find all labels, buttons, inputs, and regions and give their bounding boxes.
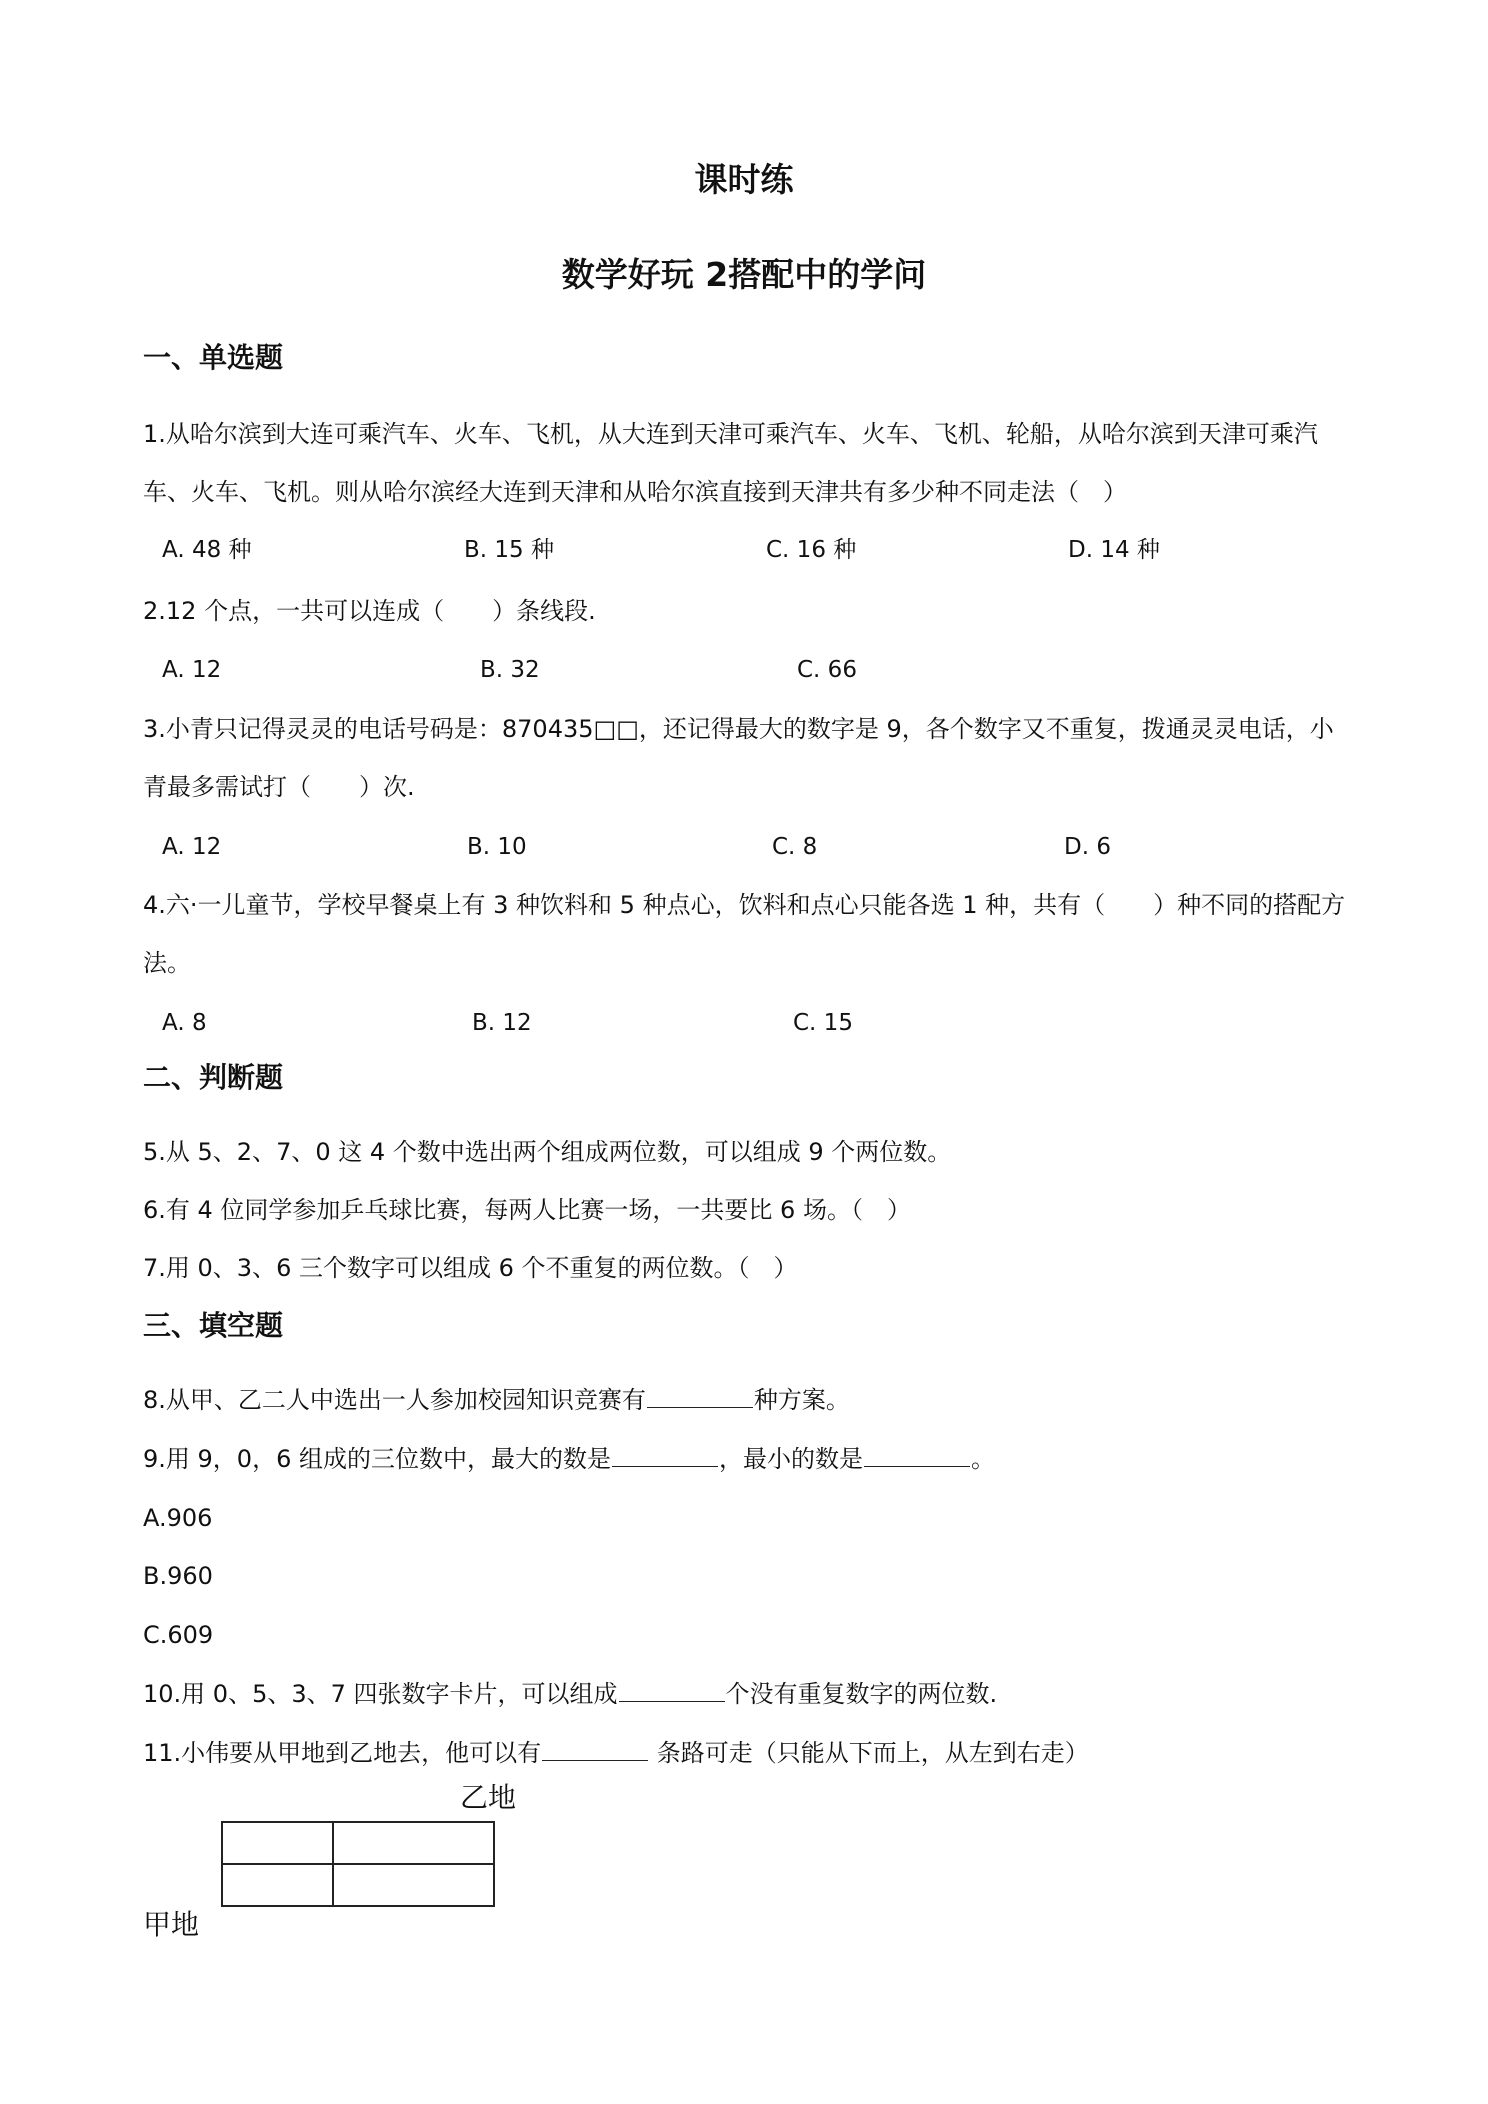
- answer-blank-largest[interactable]: [612, 1444, 718, 1467]
- question-10: [143, 1678, 997, 1710]
- question-1: 1.从哈尔滨到大连可乘汽车、火车、飞机，从大连到天津可乘汽车、火车、飞机、轮船，从哈尔滨到天津可乘汽车、火车、飞机。则从哈尔滨经大连到天津和从哈尔滨直接到天津共有多少种不同走法（ ）: [143, 420, 1318, 506]
- question-8: [143, 1384, 850, 1416]
- question-3: 3.小青只记得灵灵的电话号码是：870435□□，还记得最大的数字是 9，各个数字又不重复，拨通灵灵电话，小青最多需试打（ ）次.: [143, 715, 1334, 801]
- question-10-text-end: 个没有重复数字的两位数.: [725, 1680, 998, 1708]
- q3-option-b: B. 10: [467, 834, 527, 860]
- answer-blank[interactable]: [619, 1679, 725, 1702]
- page-subtitle: 数学好玩 2搭配中的学问: [561, 255, 927, 294]
- answer-blank-smallest[interactable]: [864, 1444, 970, 1467]
- route-grid-diagram: [220, 1820, 500, 1910]
- start-point-label: 甲地: [143, 1908, 200, 1941]
- q2-option-a: A. 12: [162, 657, 222, 683]
- q1-option-b: B. 15 种: [464, 537, 554, 563]
- q9-option-a: A.906: [143, 1504, 213, 1532]
- question-9-text-mid: ，最小的数是: [718, 1445, 863, 1473]
- q9-option-c: C.609: [143, 1621, 214, 1649]
- question-11-text-end: 条路可走（只能从下而上，从左到右走）: [649, 1739, 1089, 1767]
- q4-option-a: A. 8: [162, 1010, 207, 1036]
- page-title: 课时练: [694, 160, 794, 199]
- question-5: 5.从 5、2、7、0 这 4 个数中选出两个组成两位数，可以组成 9 个两位数。: [143, 1138, 952, 1166]
- q3-option-d: D. 6: [1064, 834, 1111, 860]
- q4-option-b: B. 12: [472, 1010, 532, 1036]
- q3-option-a: A. 12: [162, 834, 222, 860]
- q1-option-a: A. 48 种: [162, 537, 252, 563]
- section-heading-fill-blank: 三、填空题: [143, 1309, 284, 1342]
- q1-option-d: D. 14 种: [1068, 537, 1160, 563]
- question-9-text-end: 。: [970, 1445, 995, 1473]
- q2-option-b: B. 32: [480, 657, 540, 683]
- end-point-label: 乙地: [460, 1781, 517, 1814]
- question-11: [143, 1737, 1089, 1769]
- q1-option-c: C. 16 种: [766, 537, 857, 563]
- question-10-text-start: 10.用 0、5、3、7 四张数字卡片，可以组成: [143, 1680, 618, 1708]
- q3-option-c: C. 8: [772, 834, 818, 860]
- question-9-text-start: 9.用 9，0，6 组成的三位数中，最大的数是: [143, 1445, 611, 1473]
- answer-blank[interactable]: [647, 1385, 753, 1408]
- question-8-text-start: 8.从甲、乙二人中选出一人参加校园知识竞赛有: [143, 1386, 646, 1414]
- question-9: [143, 1443, 995, 1475]
- question-11-text-start: 11.小伟要从甲地到乙地去，他可以有: [143, 1739, 542, 1767]
- q4-option-c: C. 15: [793, 1010, 853, 1036]
- question-8-text-end: 种方案。: [753, 1386, 850, 1414]
- q9-option-b: B.960: [143, 1562, 213, 1590]
- question-4: 4.六·一儿童节，学校早餐桌上有 3 种饮料和 5 种点心，饮料和点心只能各选 1 种，共有（ ）种不同的搭配方法。: [143, 891, 1346, 977]
- section-heading-single-choice: 一、单选题: [143, 341, 284, 374]
- answer-blank[interactable]: [542, 1738, 648, 1761]
- question-7: 7.用 0、3、6 三个数字可以组成 6 个不重复的两位数。（ ）: [143, 1254, 798, 1282]
- section-heading-true-false: 二、判断题: [143, 1061, 284, 1094]
- question-6: 6.有 4 位同学参加乒乓球比赛，每两人比赛一场，一共要比 6 场。（ ）: [143, 1196, 911, 1224]
- q2-option-c: C. 66: [797, 657, 857, 683]
- question-2: 2.12 个点，一共可以连成（ ）条线段.: [143, 597, 596, 625]
